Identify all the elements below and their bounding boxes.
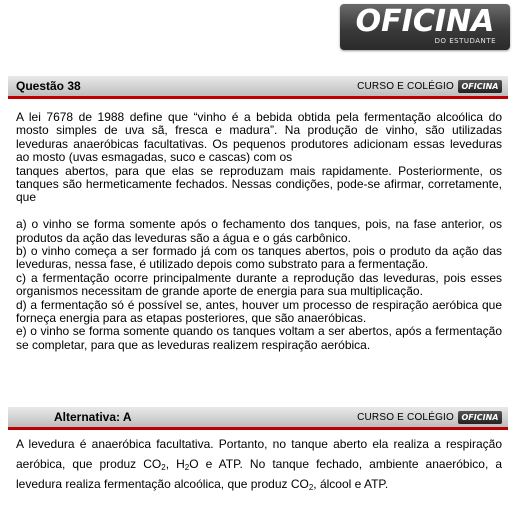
answer-text: A levedura é anaeróbica facultativa. Portanto, no tanque aberto ela realiza a respiração aeróbica, que produz CO [16, 437, 502, 471]
option-b: b) o vinho começa a ser formado já com os tanques abertos, pois o produto da ação das leveduras, nessa fase, é utilizado depois como substrato para a fermentação. [16, 244, 502, 272]
answer-header-band [8, 407, 508, 427]
subscript: 2 [184, 463, 190, 472]
answer-band-underline [8, 427, 508, 430]
answer-text: , álcool e ATP. [313, 477, 389, 491]
option-c: c) a fermentação ocorre principalmente durante a reprodução das leveduras, pois esses organismos necessitam de grande aporte de energia para sua multiplicação. [16, 270, 502, 299]
question-header-band [8, 76, 508, 96]
question-band-brand [357, 78, 502, 94]
answer-body [16, 434, 502, 494]
oficina-logo [340, 4, 510, 50]
answer-band-brand [357, 409, 502, 425]
question-body [16, 111, 502, 352]
answer-text: , H [165, 457, 185, 471]
logo-main-text: OFICINA [355, 4, 495, 39]
mini-logo: OFICINA [458, 411, 502, 424]
answer-title: Alternativa: A [54, 410, 132, 424]
option-d: d) a fermentação só é possível se, antes, houver um processo de respiração aeróbica que forneça energia para as etapas posteriores, que são anaeróbicas. [16, 297, 502, 326]
subscript: 2 [308, 483, 314, 492]
mini-logo: OFICINA [458, 80, 502, 93]
band-label: CURSO E COLÉGIO [357, 80, 454, 92]
answer-text: O e ATP. No tanque fechado, ambiente anaeróbico, a levedura realiza fermentação alcoólica, que produz CO [16, 457, 502, 491]
subscript: 2 [161, 463, 166, 472]
question-number: Questão 38 [16, 79, 81, 93]
option-e: e) o vinho se forma somente quando os tanques voltam a ser abertos, após a fermentação se completar, para que as leveduras realizem respiração aeróbica. [16, 324, 502, 352]
option-a: a) o vinho se forma somente após o fechamento dos tanques, pois, na fase anterior, os produtos da ação das leveduras são a água e o gás carbônico. [16, 217, 502, 245]
question-band-underline [8, 96, 508, 99]
question-stem-line: tanques abertos, para que elas se reproduzam mais rapidamente. Posteriormente, os tanques são hermeticamente fechados. Nessas condições, pode-se afirmar, corretamente, que [16, 163, 502, 205]
question-stem-line: A lei 7678 de 1988 define que “vinho é a bebida obtida pela fermentação alcoólica do mosto simples de uva sã, fresca e madura”. Na produção de vinho, são utilizadas leveduras anaeróbicas facultativas. Os pequenos produtores adicionam essas leveduras ao mosto (uvas esmagadas, suco e cascas) com os [16, 110, 502, 165]
logo-sub-text: DO ESTUDANTE [434, 37, 496, 45]
band-label: CURSO E COLÉGIO [357, 411, 454, 423]
